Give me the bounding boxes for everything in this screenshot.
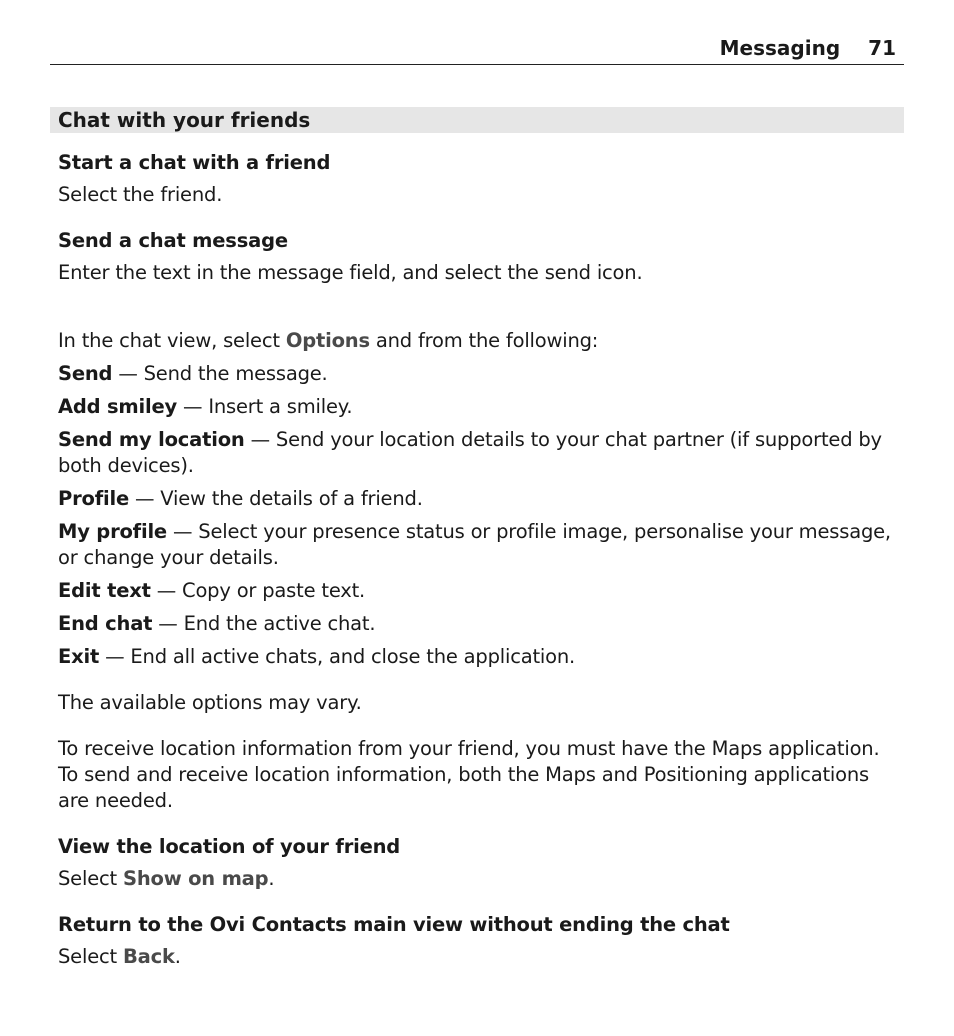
option-term: Send — [58, 362, 113, 385]
option-desc: — Send your location details to your chat partner (if supported by both devices). — [58, 428, 882, 477]
options-intro — [58, 328, 898, 354]
option-term: My profile — [58, 520, 167, 543]
option-term: End chat — [58, 612, 153, 635]
option-term: Edit text — [58, 579, 151, 602]
option-term: Add smiley — [58, 395, 178, 418]
start-chat-heading: Start a chat with a friend — [58, 151, 331, 174]
send-message-heading: Send a chat message — [58, 229, 288, 252]
section-title-bar — [50, 107, 904, 133]
options-intro-before: In the chat view, select — [58, 329, 286, 352]
options-intro-after: and from the following: — [369, 329, 599, 352]
return-main-heading: Return to the Ovi Contacts main view without ending the chat — [58, 913, 730, 936]
option-desc: — Insert a smiley. — [183, 395, 353, 418]
location-info-paragraph: To receive location information from your friend, you must have the Maps application. To send and receive location information, both the Maps and Positioning applications are needed. — [58, 737, 880, 812]
option-send-my-location — [58, 427, 898, 479]
option-edit-text — [58, 578, 898, 604]
option-end-chat — [58, 611, 898, 637]
section-title: Chat with your friends — [58, 108, 311, 132]
header-section-title: Messaging — [719, 36, 841, 60]
option-profile — [58, 486, 898, 512]
send-message-text: Enter the text in the message field, and select the send icon. — [58, 261, 643, 284]
option-term: Send my location — [58, 428, 245, 451]
page-number: 71 — [868, 36, 896, 60]
page-header — [50, 36, 904, 65]
view-location-text — [58, 866, 898, 892]
return-main-before: Select — [58, 945, 123, 968]
return-main-text — [58, 944, 898, 970]
options-list — [58, 361, 898, 670]
start-chat-text: Select the friend. — [58, 183, 223, 206]
view-location-before: Select — [58, 867, 123, 890]
running-header — [720, 36, 896, 60]
option-desc: — View the details of a friend. — [134, 487, 423, 510]
back-ui-term: Back — [122, 945, 175, 968]
option-exit — [58, 644, 898, 670]
option-term: Exit — [58, 645, 100, 668]
options-ui-term: Options — [285, 329, 370, 352]
option-desc: — End all active chats, and close the application. — [105, 645, 576, 668]
option-desc: — Select your presence status or profile image, personalise your message, or change your details. — [58, 520, 891, 569]
option-desc: — End the active chat. — [158, 612, 376, 635]
show-on-map-ui-term: Show on map — [122, 867, 269, 890]
view-location-after: . — [268, 867, 275, 890]
option-term: Profile — [58, 487, 129, 510]
return-main-after: . — [174, 945, 181, 968]
option-desc: — Send the message. — [118, 362, 328, 385]
document-body — [58, 150, 898, 970]
view-location-heading: View the location of your friend — [58, 835, 401, 858]
option-add-smiley — [58, 394, 898, 420]
option-my-profile — [58, 519, 898, 571]
options-note: The available options may vary. — [58, 691, 362, 714]
option-desc: — Copy or paste text. — [156, 579, 366, 602]
option-send — [58, 361, 898, 387]
